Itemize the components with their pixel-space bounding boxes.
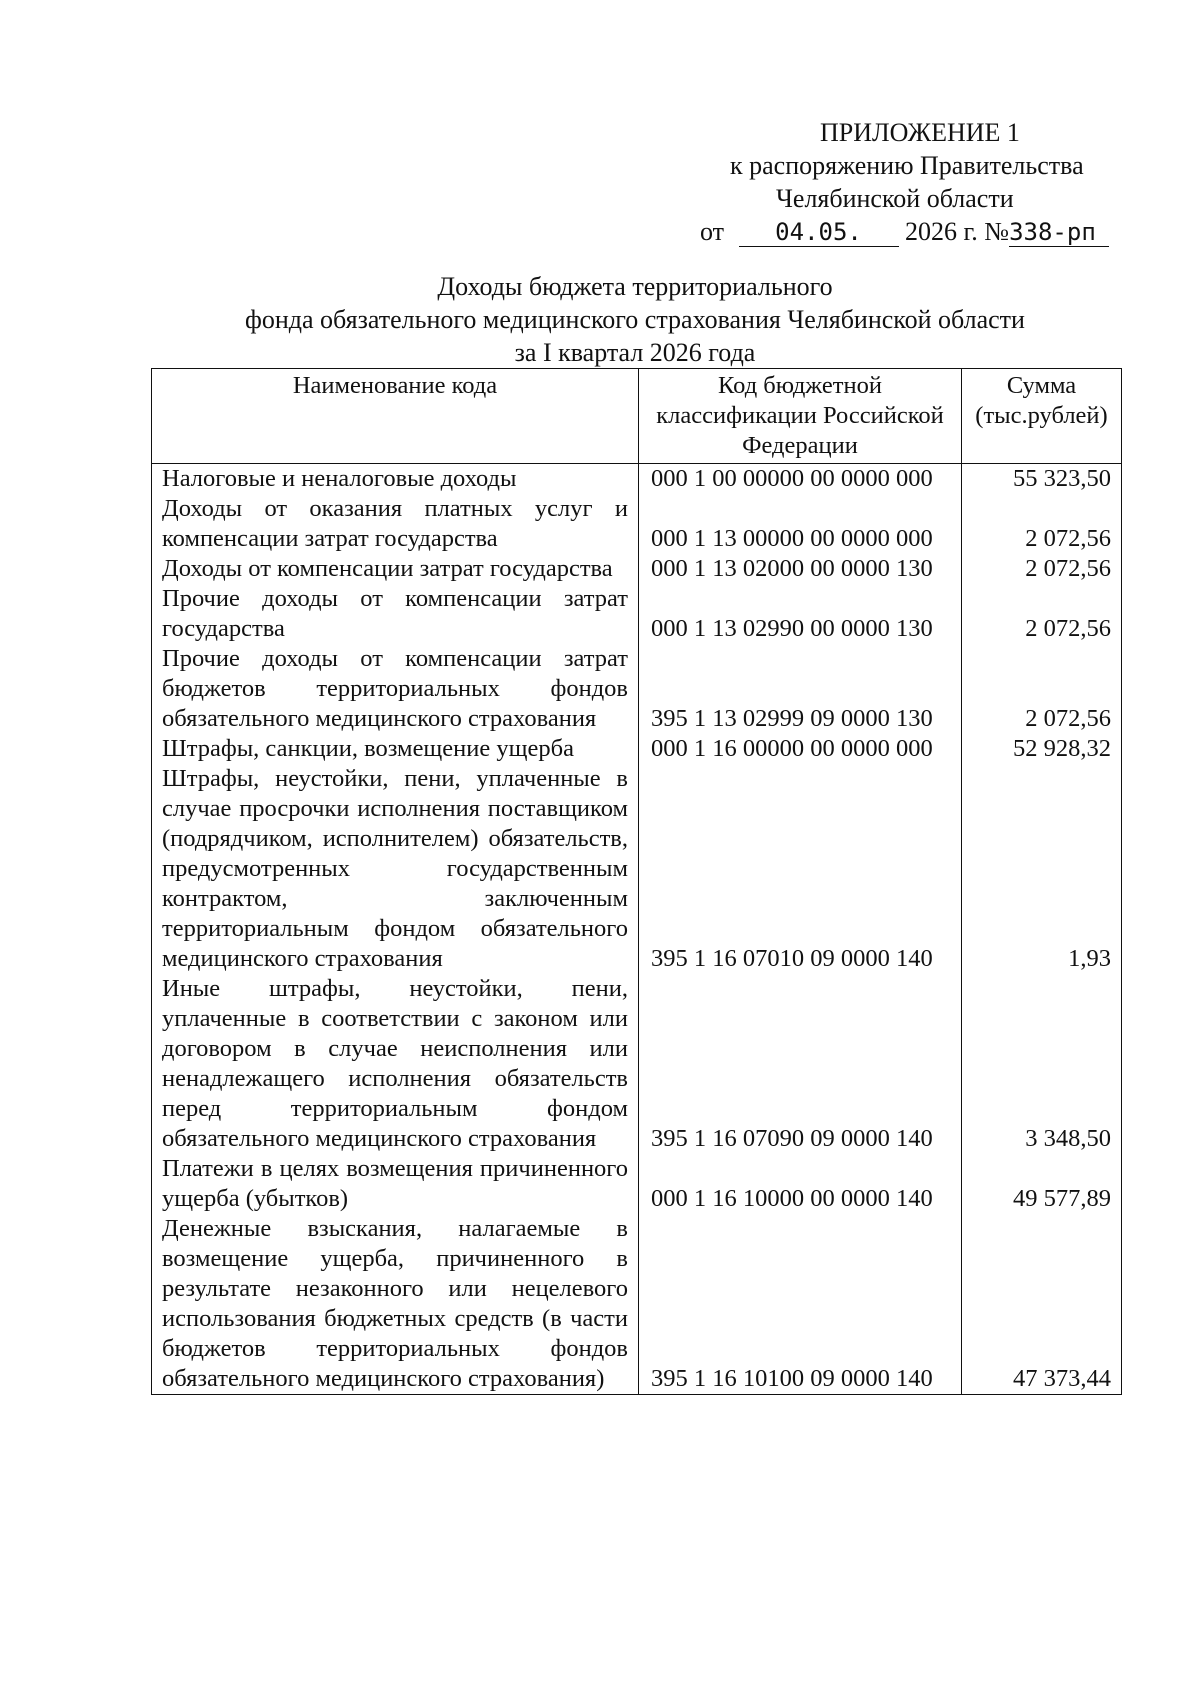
row-sum: 47 373,44 (962, 1214, 1122, 1395)
order-number: 338-рп (1009, 218, 1109, 247)
table-header-row (152, 369, 1122, 464)
row-code: 000 1 00 00000 00 0000 000 (639, 464, 962, 495)
row-sum: 2 072,56 (962, 644, 1122, 734)
row-name: Доходы от компенсации затрат государства (152, 554, 639, 584)
row-name: Иные штрафы, неустойки, пени, уплаченные в соответствии с законом или договором в случае неисполнения или ненадлежащего исполнения обязательств перед территориальным фондом обязательного медицинского страхования (152, 974, 639, 1154)
appendix-title: ПРИЛОЖЕНИЕ 1 (820, 118, 1020, 147)
appendix-line-order: к распоряжению Правительства (730, 151, 1084, 180)
header-sum: Сумма (тыс.рублей) (962, 369, 1122, 464)
row-code: 000 1 16 10000 00 0000 140 (639, 1154, 962, 1214)
row-sum: 55 323,50 (962, 464, 1122, 495)
table-row (152, 1154, 1122, 1214)
row-code: 000 1 13 02000 00 0000 130 (639, 554, 962, 584)
table-row (152, 494, 1122, 554)
table-body (152, 464, 1122, 1395)
from-label: от (700, 217, 725, 246)
row-sum: 2 072,56 (962, 584, 1122, 644)
table-row (152, 974, 1122, 1154)
row-code: 000 1 13 00000 00 0000 000 (639, 494, 962, 554)
row-name: Штрафы, санкции, возмещение ущерба (152, 734, 639, 764)
row-name: Налоговые и неналоговые доходы (152, 464, 639, 495)
row-name: Штрафы, неустойки, пени, уплаченные в случае просрочки исполнения поставщиком (подрядчиком, исполнителем) обязательств, предусмотренных государственным контрактом, заключенным территориальным фондом обязательного медицинского страхования (152, 764, 639, 974)
row-sum: 2 072,56 (962, 494, 1122, 554)
row-code: 000 1 16 00000 00 0000 000 (639, 734, 962, 764)
row-code: 395 1 16 07090 09 0000 140 (639, 974, 962, 1154)
row-sum: 49 577,89 (962, 1154, 1122, 1214)
row-code: 395 1 16 10100 09 0000 140 (639, 1214, 962, 1395)
table-row (152, 764, 1122, 974)
row-sum: 3 348,50 (962, 974, 1122, 1154)
table-row (152, 734, 1122, 764)
row-name: Доходы от оказания платных услуг и компенсации затрат государства (152, 494, 639, 554)
row-sum: 1,93 (962, 764, 1122, 974)
header-code: Код бюджетной классификации Российской Федерации (639, 369, 962, 464)
row-sum: 2 072,56 (962, 554, 1122, 584)
appendix-signature-line (700, 215, 1100, 248)
title-line-2: фонда обязательного медицинского страхования Челябинской области (245, 305, 1025, 334)
order-year: 2026 г. № (905, 217, 1010, 246)
row-name: Денежные взыскания, налагаемые в возмещение ущерба, причиненного в результате незаконного или нецелевого использования бюджетных средств (в части бюджетов территориальных фондов обязательного медицинского страхования) (152, 1214, 639, 1395)
table-row (152, 1214, 1122, 1395)
row-code: 395 1 13 02999 09 0000 130 (639, 644, 962, 734)
row-code: 395 1 16 07010 09 0000 140 (639, 764, 962, 974)
income-table (151, 368, 1122, 1395)
row-name: Прочие доходы от компенсации затрат бюджетов территориальных фондов обязательного медицинского страхования (152, 644, 639, 734)
row-name: Платежи в целях возмещения причиненного ущерба (убытков) (152, 1154, 639, 1214)
table-row (152, 554, 1122, 584)
document-title (150, 270, 1120, 369)
appendix-header (700, 116, 1130, 248)
header-name: Наименование кода (152, 369, 639, 464)
title-line-3: за I квартал 2026 года (514, 338, 756, 367)
title-line-1: Доходы бюджета территориального (437, 272, 833, 301)
table-row (152, 464, 1122, 495)
row-sum: 52 928,32 (962, 734, 1122, 764)
table-row (152, 584, 1122, 644)
row-name: Прочие доходы от компенсации затрат государства (152, 584, 639, 644)
appendix-line-region: Челябинской области (776, 184, 1014, 213)
table-row (152, 644, 1122, 734)
row-code: 000 1 13 02990 00 0000 130 (639, 584, 962, 644)
order-date: 04.05. (739, 218, 899, 247)
